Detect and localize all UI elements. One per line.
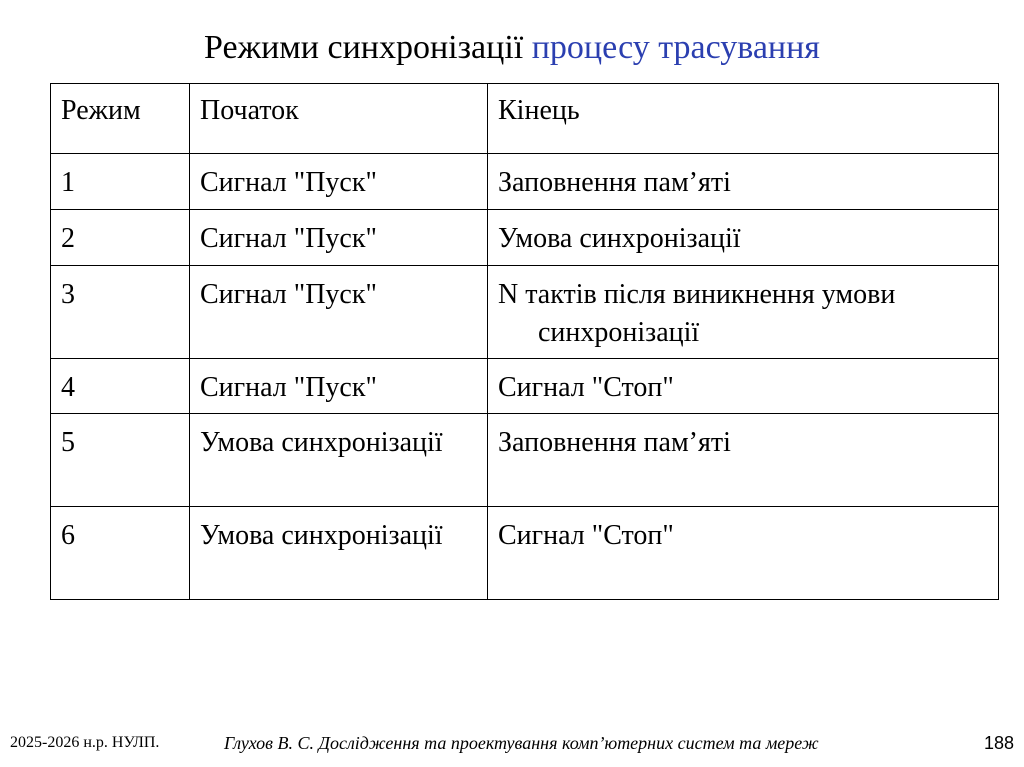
cell-start: [190, 414, 488, 507]
table-row: [51, 359, 999, 414]
footer-year: 2025-2026 н.р. НУЛП.: [10, 734, 160, 751]
cell-text: 6: [61, 520, 75, 551]
cell-mode: [51, 414, 190, 507]
cell-end: [488, 154, 999, 210]
slide-title-accent: процесу трасування: [531, 29, 820, 66]
cell-start: [190, 359, 488, 414]
cell-text: 1: [61, 167, 75, 198]
cell-text: 4: [61, 372, 75, 403]
cell-text: Сигнал "Стоп": [498, 520, 674, 551]
cell-text: Умова синхронізації: [200, 520, 443, 551]
cell-mode: [51, 154, 190, 210]
header-end: Кінець: [488, 84, 999, 154]
cell-text: 3: [61, 279, 75, 310]
cell-end: [488, 210, 999, 266]
cell-text: Сигнал "Пуск": [200, 167, 377, 198]
cell-text: Сигнал "Пуск": [200, 372, 377, 403]
cell-mode: [51, 266, 190, 359]
cell-text: N тактів після виникнення умови синхронізації: [498, 279, 896, 348]
cell-text: Заповнення пам’яті: [498, 167, 731, 198]
table-row: [51, 154, 999, 210]
cell-start: [190, 507, 488, 600]
header-mode: Режим: [51, 84, 190, 154]
footer-author: Глухов В. С. Дослідження та проектування комп’ютерних систем та мереж: [224, 733, 819, 753]
sync-modes-table: [50, 83, 999, 600]
cell-start: [190, 210, 488, 266]
slide-title: [0, 26, 1024, 70]
cell-text: Сигнал "Пуск": [200, 279, 377, 310]
table-row: [51, 507, 999, 600]
cell-end: [488, 507, 999, 600]
cell-end: [488, 266, 999, 359]
header-start: Початок: [190, 84, 488, 154]
cell-text: Сигнал "Пуск": [200, 223, 377, 254]
table-row: [51, 210, 999, 266]
cell-end: [488, 359, 999, 414]
table-row: [51, 414, 999, 507]
cell-mode: [51, 210, 190, 266]
slide-title-main: Режими синхронізації: [204, 29, 532, 66]
cell-text: Сигнал "Стоп": [498, 372, 674, 403]
table-row: [51, 266, 999, 359]
cell-mode: [51, 359, 190, 414]
cell-end: [488, 414, 999, 507]
cell-start: [190, 266, 488, 359]
cell-text: Умова синхронізації: [498, 223, 741, 254]
table-header-row: [51, 84, 999, 154]
cell-start: [190, 154, 488, 210]
cell-text: 5: [61, 427, 75, 458]
cell-text: Заповнення пам’яті: [498, 427, 731, 458]
cell-text: 2: [61, 223, 75, 254]
cell-text: Умова синхронізації: [200, 427, 443, 458]
cell-mode: [51, 507, 190, 600]
page-number: 188: [983, 733, 1014, 753]
